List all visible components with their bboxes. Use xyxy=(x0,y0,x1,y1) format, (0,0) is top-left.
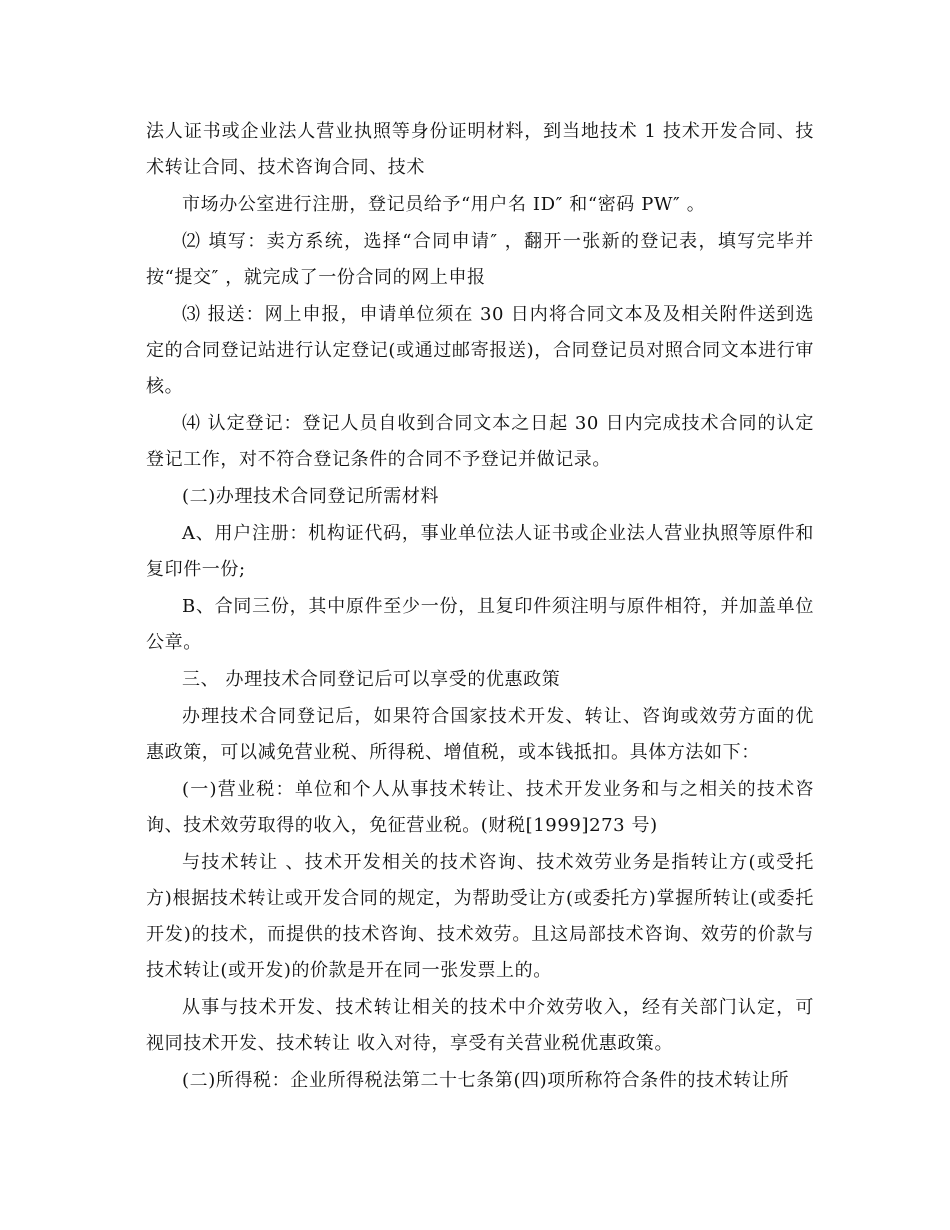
paragraph: ⑵ 填写：卖方系统，选择“合同申请″ ，翻开一张新的登记表，填写完毕并按“提交″ ，就完成了一份合同的网上申报 xyxy=(146,231,814,288)
paragraph: 与技术转让 、技术开发相关的技术咨询、技术效劳业务是指转让方(或受托方)根据技术转让或开发合同的规定，为帮助受让方(或委托方)掌握所转让(或委托开发)的技术，而提供的技术咨询、技术效劳。且这局部技术咨询、效劳的价款与技术转让(或开发)的价款是开在同一张发票上的。 xyxy=(146,852,814,981)
section-heading: (二)办理技术合同登记所需材料 xyxy=(182,486,440,507)
paragraph: B、合同三份，其中原件至少一份，且复印件须注明与原件相符，并加盖单位公章。 xyxy=(146,596,814,653)
paragraph: (一)营业税：单位和个人从事技术转让、技术开发业务和与之相关的技术咨询、技术效劳取得的收入，免征营业税。(财税[1999]273 号) xyxy=(146,779,814,836)
paragraph: ⑶ 报送：网上申报，申请单位须在 30 日内将合同文本及及相关附件送到选定的合同登记站进行认定登记(或通过邮寄报送)，合同登记员对照合同文本进行审核。 xyxy=(146,304,814,397)
section-heading: 三、 办理技术合同登记后可以享受的优惠政策 xyxy=(182,669,561,690)
document-body xyxy=(146,114,814,1100)
paragraph: 从事与技术开发、技术转让相关的技术中介效劳收入，经有关部门认定，可视同技术开发、技术转让 收入对待，享受有关营业税优惠政策。 xyxy=(146,997,814,1054)
paragraph: 办理技术合同登记后，如果符合国家技术开发、转让、咨询或效劳方面的优惠政策，可以减免营业税、所得税、增值税，或本钱抵扣。具体方法如下： xyxy=(146,706,814,763)
paragraph: ⑷ 认定登记：登记人员自收到合同文本之日起 30 日内完成技术合同的认定登记工作，对不符合登记条件的合同不予登记并做记录。 xyxy=(146,413,814,470)
paragraph: 市场办公室进行注册，登记员给予“用户名 ID″ 和“密码 PW″ 。 xyxy=(182,194,706,215)
paragraph: (二)所得税：企业所得税法第二十七条第(四)项所称符合条件的技术转让所 xyxy=(182,1070,790,1091)
paragraph: 法人证书或企业法人营业执照等身份证明材料，到当地技术 1 技术开发合同、技术转让合同、技术咨询合同、技术 xyxy=(146,121,814,178)
paragraph: A、用户注册：机构证代码，事业单位法人证书或企业法人营业执照等原件和复印件一份; xyxy=(146,523,814,580)
